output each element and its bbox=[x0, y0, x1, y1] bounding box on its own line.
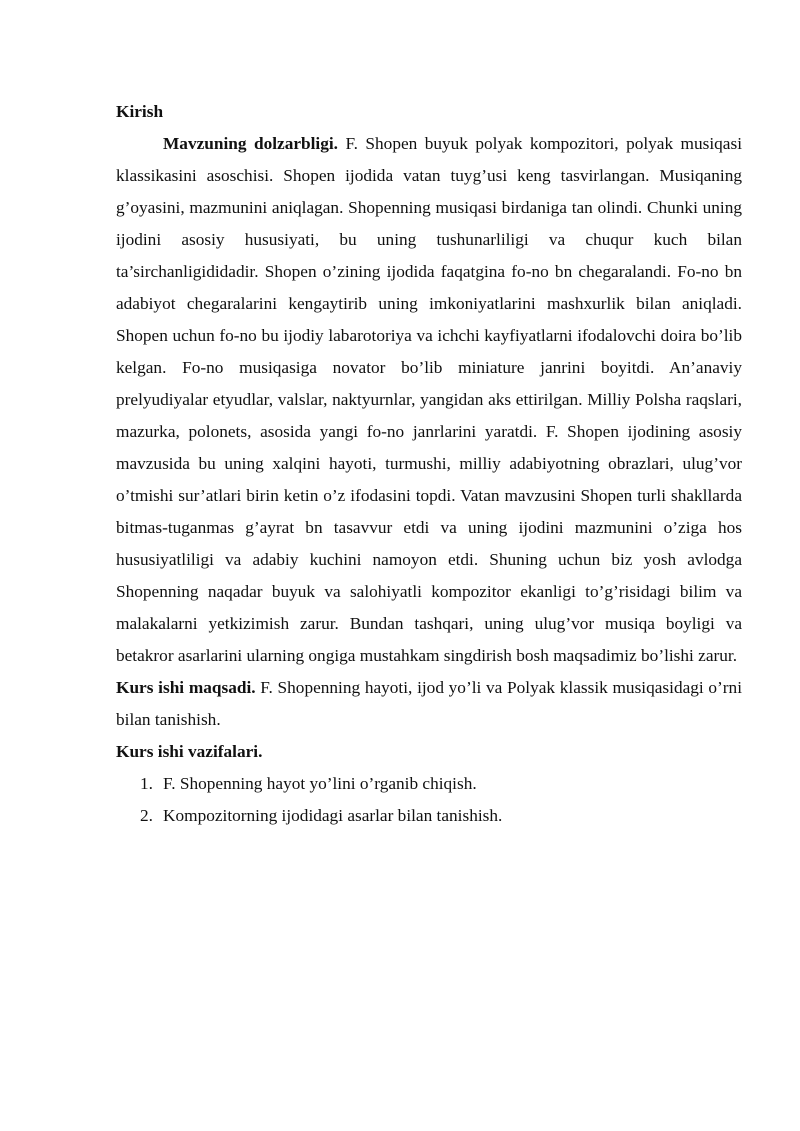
tasks-heading: Kurs ishi vazifalari. bbox=[116, 742, 263, 761]
intro-heading: Kirish bbox=[116, 102, 164, 121]
list-item-text: Kompozitorning ijodidagi asarlar bilan tanishish. bbox=[163, 806, 503, 825]
list-item-number: 1. bbox=[140, 774, 153, 793]
goal-paragraph bbox=[116, 672, 742, 736]
list-item bbox=[116, 768, 742, 800]
list-item-text: F. Shopenning hayot yo’lini o’rganib chiqish. bbox=[163, 774, 477, 793]
relevance-lead: Mavzuning dolzarbligi. bbox=[163, 134, 338, 153]
relevance-text: F. Shopen buyuk polyak kompozitori, polyak musiqasi klassikasini asoschisi. Shopen ijodida vatan tuyg’usi keng tasvirlangan. Musiqaning g’oyasini, mazmunini aniqlagan. Shopenning musiqasi birdaniga tan olindi. Chunki uning ijodini asosiy hususiyati, bu uning tushunarliligi va chuqur kuch bilan ta’sirchanligididadir. Shopen o’zining ijodida faqatgina fo-no bn chegaralandi. Fo-no bn adabiyot chegaralarini kengaytirib uning imkoniyatlarini mashxurlik bilan aniqladi. Shopen uchun fo-no bu ijodiy labarotoriya va ichchi kayfiyatlarni ifodalovchi doira bo’lib kelgan. Fo-no musiqasiga novator bo’lib miniature janrini boyitdi. An’anaviy prelyudiyalar etyudlar, valslar, naktyurnlar, yangidan aks ettirilgan. Milliy Polsha raqslari, mazurka, polonets, asosida yangi fo-no janrlarini yaratdi. F. Shopen ijodining asosiy mavzusida bu uning xalqini hayoti, turmushi, milliy adabiyotning obrazlari, ulug’vor o’tmishi sur’atlari birin ketin o’z ifodasini topdi. Vatan mavzusini Shopen turli shakllarda bitmas-tuganmas g’ayrat bn tasavvur etdi va uning ijodini mazmunini o’ziga hos hususiyatliligi va adabiy kuchini namoyon etdi. Shuning uchun biz yosh avlodga Shopenning naqadar buyuk va salohiyatli kompozitor ekanligi to’g’risidagi bilim va malakalarni yetkizimish zarur. Bundan tashqari, uning ulug’vor musiqa boyligi va betakror asarlarini ularning ongiga mustahkam singdirish bosh maqsadimiz bo’lishi zarur. bbox=[116, 134, 742, 665]
goal-lead: Kurs ishi maqsadi. bbox=[116, 678, 256, 697]
list-item-number: 2. bbox=[140, 806, 153, 825]
tasks-list bbox=[116, 768, 742, 832]
relevance-paragraph bbox=[116, 128, 742, 672]
goal-text: F. Shopenning hayoti, ijod yo’li va Polyak klassik musiqasidagi o’rni bilan tanishish. bbox=[116, 678, 743, 729]
list-item bbox=[116, 800, 742, 832]
document-page bbox=[116, 96, 742, 832]
